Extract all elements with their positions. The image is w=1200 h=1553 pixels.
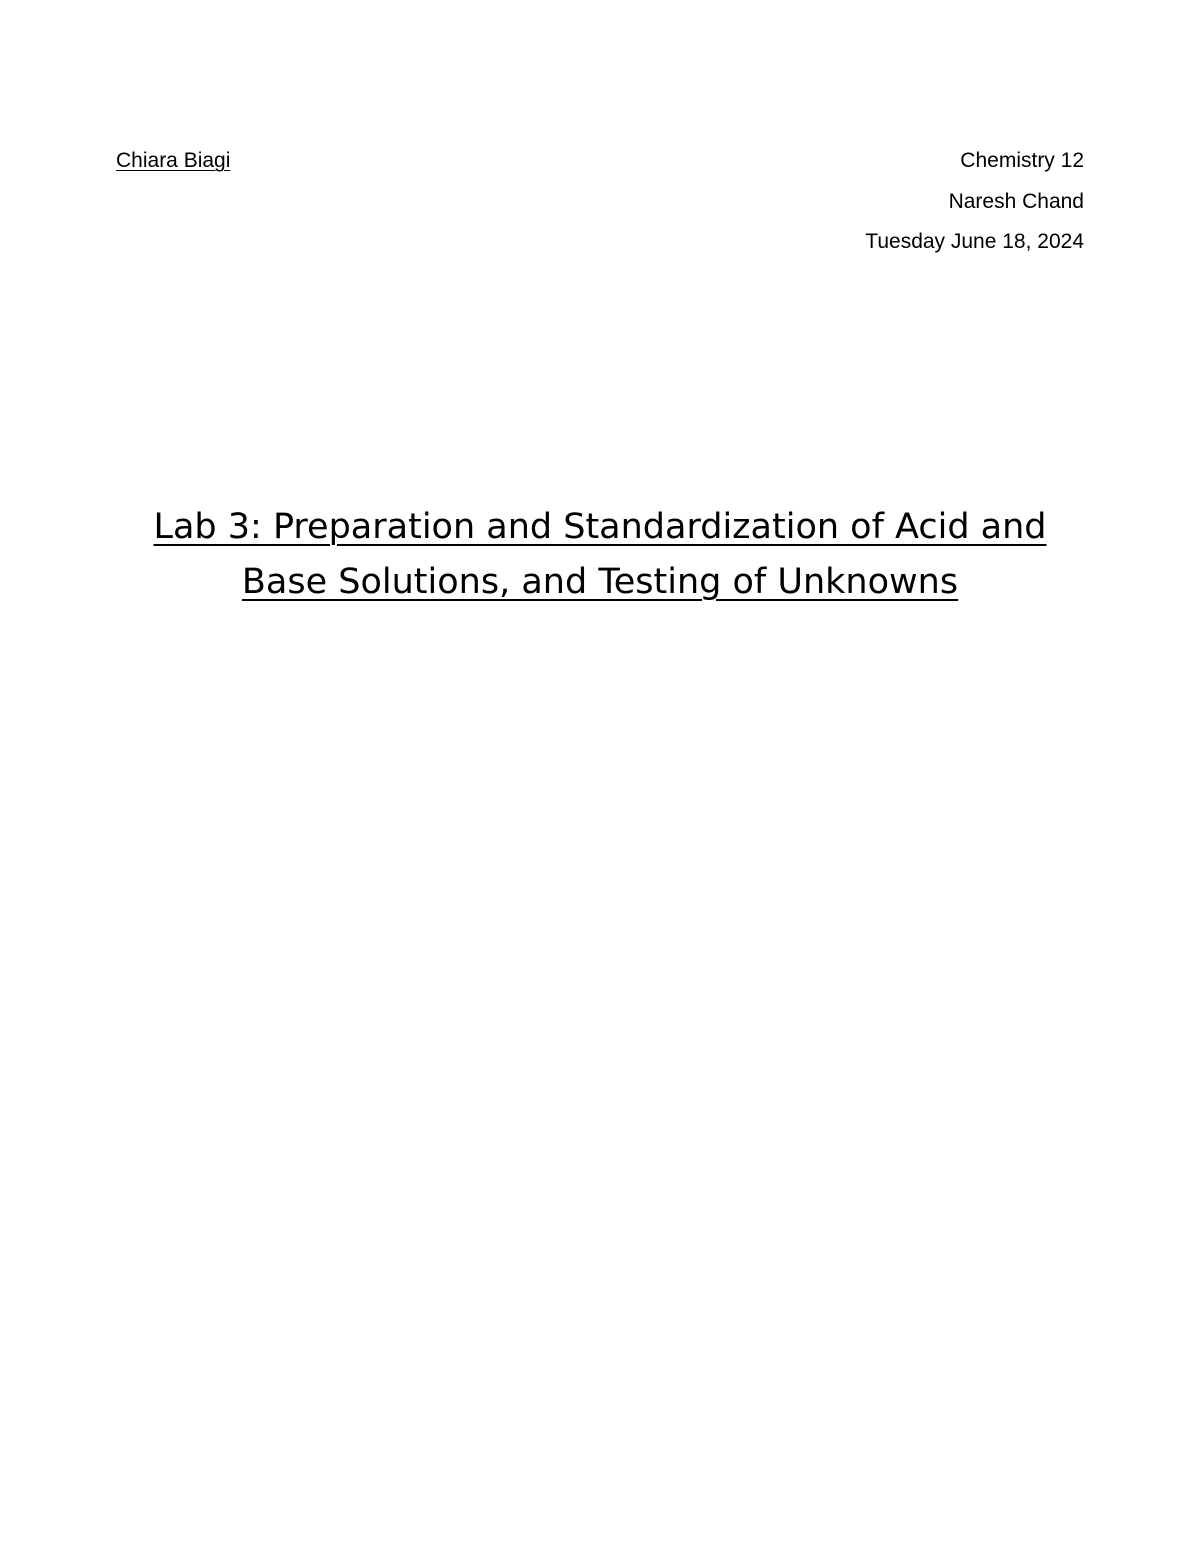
- teacher-name: Naresh Chand: [948, 189, 1084, 213]
- header-meta: [865, 148, 1084, 270]
- title-line-1: Lab 3: Preparation and Standardization of Acid and: [153, 507, 1047, 547]
- title-line-2: Base Solutions, and Testing of Unknowns: [241, 562, 959, 602]
- report-date: Tuesday June 18, 2024: [865, 230, 1084, 253]
- author-name: Chiara Biagi: [116, 149, 231, 172]
- document-title: [100, 500, 1100, 610]
- course-name: Chemistry 12: [960, 149, 1084, 172]
